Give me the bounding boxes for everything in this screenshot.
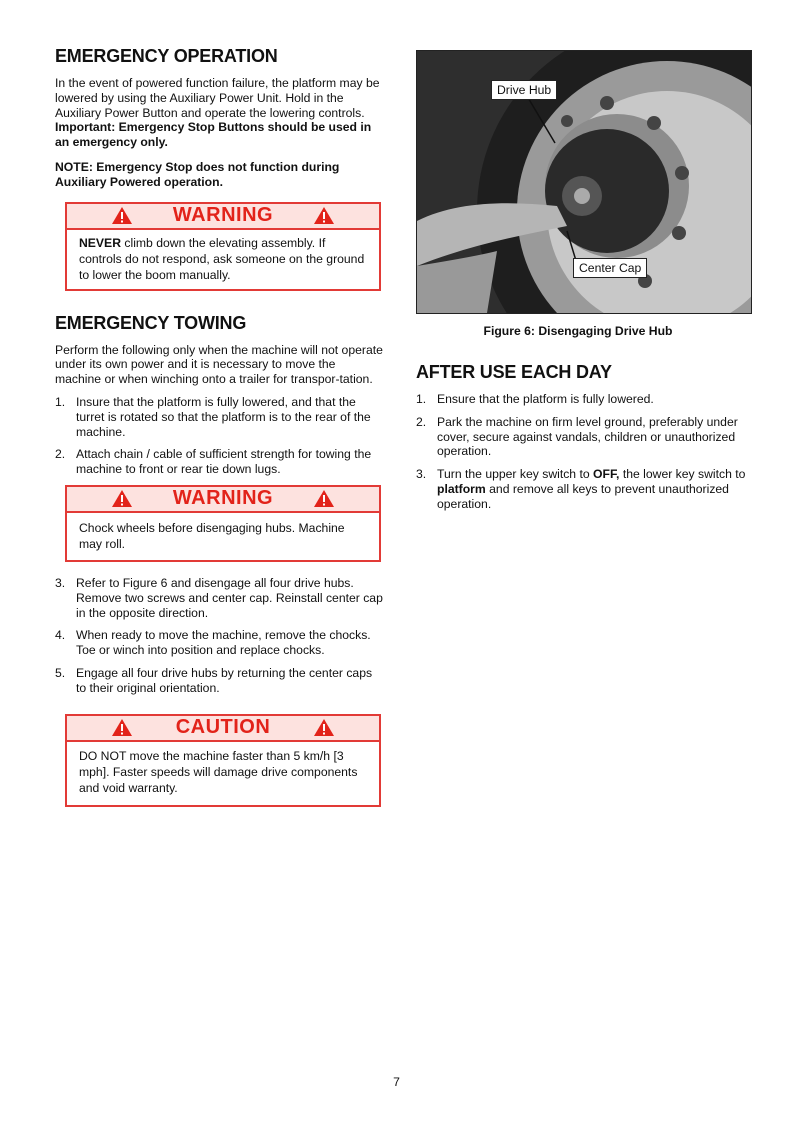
towing-steps-list-continued bbox=[55, 576, 383, 696]
list-item: 2. Attach chain / cable of sufficient strength for towing the machine to front or rear tie down lugs. bbox=[55, 447, 372, 477]
warning-triangle-icon bbox=[313, 206, 335, 225]
drive-hub-label: Drive Hub bbox=[491, 80, 557, 100]
warning-title: WARNING bbox=[172, 204, 274, 227]
warning-box-chock bbox=[65, 485, 381, 562]
caution-triangle-icon bbox=[111, 718, 133, 737]
warning-text: Chock wheels before disengaging hubs. Machine may roll. bbox=[79, 520, 345, 551]
aux-power-note: NOTE: Emergency Stop does not function during Auxiliary Powered operation. bbox=[55, 159, 340, 189]
list-item: 4. When ready to move the machine, remove the chocks. Toe or winch into position and replace chocks. bbox=[55, 628, 371, 658]
warning-text: NEVER climb down the elevating assembly. If controls do not respond, ask someone on the ground to lower the boom manually. bbox=[79, 235, 365, 282]
towing-steps-list bbox=[55, 395, 383, 477]
list-item: 1. Insure that the platform is fully lowered, and that the turret is rotated so that the platform is to the rear of the machine. bbox=[55, 394, 371, 439]
center-cap-label: Center Cap bbox=[573, 258, 647, 278]
page-number: 7 bbox=[393, 1075, 400, 1089]
list-item: 2. Park the machine on firm level ground, preferably under cover, secure against vandals, children or unauthorized operation. bbox=[416, 414, 738, 459]
emergency-towing-intro: Perform the following only when the machine will not operate under its own power and it is necessary to move the machine or when winching onto a trailer for transpor-tation. bbox=[55, 342, 383, 387]
caution-triangle-icon bbox=[313, 718, 335, 737]
caution-header bbox=[67, 716, 379, 742]
after-use-steps-list bbox=[416, 392, 752, 512]
warning-box-climb bbox=[65, 202, 381, 291]
caution-title: CAUTION bbox=[175, 716, 271, 739]
warning-triangle-icon bbox=[111, 206, 133, 225]
warning-triangle-icon bbox=[111, 489, 133, 508]
important-note: Important: Emergency Stop Buttons should be used in an emergency only. bbox=[55, 120, 372, 150]
caution-box-speed bbox=[65, 714, 381, 807]
emergency-operation-heading: EMERGENCY OPERATION bbox=[55, 46, 278, 66]
list-item: 5. Engage all four drive hubs by returning the center caps to their original orientation. bbox=[55, 665, 373, 695]
warning-header bbox=[67, 204, 379, 230]
after-use-heading: AFTER USE EACH DAY bbox=[416, 362, 612, 382]
warning-triangle-icon bbox=[313, 489, 335, 508]
left-column bbox=[55, 46, 383, 807]
warning-title: WARNING bbox=[172, 487, 274, 510]
warning-header bbox=[67, 487, 379, 513]
figure-caption: Figure 6: Disengaging Drive Hub bbox=[483, 324, 673, 338]
drive-hub-figure bbox=[416, 50, 752, 314]
list-item: 1. Ensure that the platform is fully lowered. bbox=[416, 392, 654, 406]
emergency-operation-intro: In the event of powered function failure, the platform may be lowered by using the Auxiliary Power Unit. Hold in the Auxiliary Power Button and operate the lowering controls. Important: Emergency Stop Buttons should be used in an emergency only. bbox=[55, 76, 380, 150]
emergency-towing-heading: EMERGENCY TOWING bbox=[55, 312, 247, 333]
right-column bbox=[416, 50, 752, 520]
list-item: 3. Refer to Figure 6 and disengage all four drive hubs. Remove two screws and center cap. Reinstall center cap in the opposite direction. bbox=[55, 575, 383, 620]
caution-text: DO NOT move the machine faster than 5 km/h [3 mph]. Faster speeds will damage drive components and void warranty. bbox=[79, 748, 358, 795]
list-item: 3. Turn the upper key switch to OFF, the lower key switch to platform and remove all keys to prevent unauthorized operation. bbox=[416, 467, 746, 511]
